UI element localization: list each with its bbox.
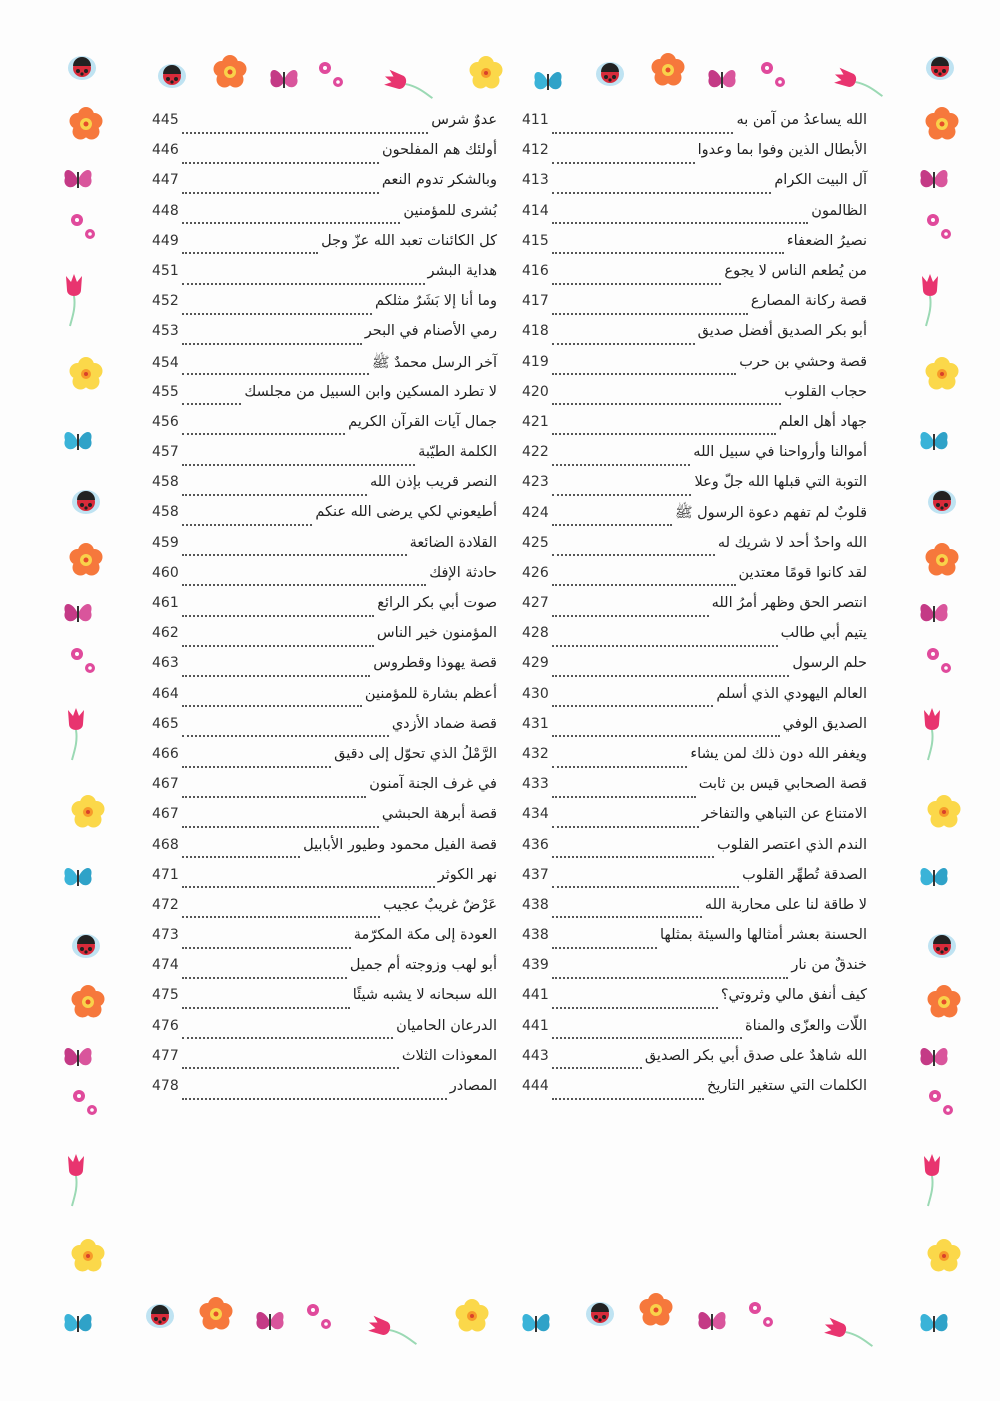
dot-leader bbox=[552, 131, 734, 134]
toc-entry-title: قصة أبرهة الحبشي bbox=[381, 806, 497, 823]
toc-entry-title: بُشرى للمؤمنين bbox=[403, 202, 497, 219]
toc-entry-title: أعظم بشارة للمؤمنين bbox=[364, 685, 497, 702]
dot-leader bbox=[182, 1006, 350, 1009]
toc-entry-title: الحسنة بعشر أمثالها والسيئة بمثلها bbox=[659, 927, 867, 944]
toc-entry bbox=[152, 716, 497, 746]
toc-entry bbox=[152, 354, 497, 384]
toc-entry bbox=[522, 686, 867, 716]
dot-leader bbox=[552, 523, 672, 526]
toc-entry-title: قصة ركانة المصارع bbox=[750, 293, 867, 310]
dot-leader bbox=[552, 191, 772, 194]
toc-entry-page: 446 bbox=[152, 142, 179, 159]
dot-leader bbox=[552, 493, 692, 496]
dot-leader bbox=[182, 644, 374, 647]
toc-entry-title: أطيعوني لكي يرضى الله عنكم bbox=[315, 504, 497, 521]
dot-leader bbox=[552, 614, 709, 617]
toc-left-column bbox=[152, 112, 497, 1108]
toc-entry-page: 438 bbox=[522, 896, 549, 913]
toc-entry bbox=[522, 837, 867, 867]
dot-leader bbox=[182, 1097, 447, 1100]
dot-leader bbox=[182, 583, 427, 586]
dot-leader bbox=[552, 855, 714, 858]
dot-leader bbox=[182, 221, 401, 224]
toc-entry bbox=[522, 625, 867, 655]
toc-entry-title: الكلمة الطيّبة bbox=[418, 444, 497, 461]
dot-leader bbox=[552, 795, 696, 798]
toc-entry-page: 414 bbox=[522, 202, 549, 219]
dot-leader bbox=[552, 946, 657, 949]
toc-entry-title: القلادة الضائعة bbox=[409, 534, 497, 551]
toc-entry-title: قصة يهوذا وقطروس bbox=[373, 655, 497, 672]
toc-entry bbox=[152, 746, 497, 776]
toc-entry-title: عدوٌ شرس bbox=[431, 112, 497, 128]
toc-entry-page: 460 bbox=[152, 564, 179, 581]
toc-entry-page: 427 bbox=[522, 595, 549, 611]
toc-entry bbox=[522, 414, 867, 444]
toc-entry-page: 416 bbox=[522, 262, 549, 279]
toc-entry-page: 467 bbox=[152, 776, 179, 793]
toc-entry-title: عَرْضٌ غريبٌ عجيب bbox=[383, 896, 497, 913]
dot-leader bbox=[552, 976, 789, 979]
dot-leader bbox=[552, 1066, 642, 1069]
dot-leader bbox=[182, 704, 362, 707]
dot-leader bbox=[182, 523, 313, 526]
toc-entry-page: 458 bbox=[152, 474, 179, 491]
toc-entry-title: آخر الرسل محمدٌ ﷺ bbox=[371, 354, 497, 371]
toc-entry-page: 436 bbox=[522, 836, 549, 853]
toc-entry bbox=[152, 293, 497, 323]
dot-leader bbox=[552, 644, 778, 647]
toc-entry-page: 411 bbox=[522, 112, 549, 128]
dot-leader bbox=[182, 915, 380, 918]
toc-entry-page: 453 bbox=[152, 323, 179, 340]
toc-entry-page: 443 bbox=[522, 1047, 549, 1064]
toc-entry-page: 419 bbox=[522, 353, 549, 370]
toc-entry-title: الله يساعدُ من آمن به bbox=[736, 112, 867, 128]
toc-entry-title: الدرعان الحاميان bbox=[396, 1017, 497, 1034]
toc-entry-page: 421 bbox=[522, 413, 549, 430]
dot-leader bbox=[552, 734, 780, 737]
toc-entry-title: وبالشكر تدوم النعم bbox=[381, 172, 497, 189]
toc-entry bbox=[152, 867, 497, 897]
toc-entry bbox=[152, 172, 497, 202]
toc-entry-page: 471 bbox=[152, 866, 179, 883]
toc-entry-page: 425 bbox=[522, 534, 549, 551]
toc-entry bbox=[152, 444, 497, 474]
toc-entry-page: 412 bbox=[522, 142, 549, 159]
toc-entry-title: جهاد أهل العلم bbox=[778, 413, 867, 430]
toc-entry-title: كل الكائنات تعبد الله عزّ وجل bbox=[321, 232, 497, 249]
toc-entry bbox=[152, 203, 497, 233]
dot-leader bbox=[182, 553, 407, 556]
toc-entry bbox=[522, 927, 867, 957]
dot-leader bbox=[552, 463, 691, 466]
toc-entry-title: الرَّمْلُ الذي تحوّل إلى دقيق bbox=[334, 745, 497, 762]
toc-entry-page: 462 bbox=[152, 625, 179, 642]
toc-entry-page: 413 bbox=[522, 172, 549, 189]
dot-leader bbox=[182, 1036, 393, 1039]
dot-leader bbox=[552, 553, 715, 556]
toc-entry-title: الأبطال الذين وفوا بما وعدوا bbox=[697, 142, 867, 159]
toc-entry-page: 478 bbox=[152, 1078, 179, 1094]
toc-entry-title: الكلمات التي ستغير التاريخ bbox=[707, 1078, 867, 1094]
dot-leader bbox=[182, 131, 429, 134]
dot-leader bbox=[552, 221, 809, 224]
toc-entry-title: آل البيت الكرام bbox=[774, 172, 867, 189]
toc-entry-title: الامتناع عن التباهي والتفاخر bbox=[701, 806, 867, 823]
toc-entry bbox=[522, 203, 867, 233]
toc-entry bbox=[522, 1048, 867, 1078]
dot-leader bbox=[182, 976, 347, 979]
toc-entry-title: أموالنا وأرواحنا في سبيل الله bbox=[693, 444, 867, 461]
toc-entry-title: لقد كانوا قومًا معتدين bbox=[738, 564, 867, 581]
toc-entry bbox=[152, 1018, 497, 1048]
toc-right-column bbox=[522, 112, 867, 1108]
toc-entry bbox=[522, 142, 867, 172]
toc-entry bbox=[152, 625, 497, 655]
toc-entry bbox=[152, 776, 497, 806]
toc-entry bbox=[522, 474, 867, 504]
toc-entry-page: 434 bbox=[522, 806, 549, 823]
toc-entry-page: 418 bbox=[522, 323, 549, 340]
toc-entry-page: 445 bbox=[152, 112, 179, 128]
toc-entry bbox=[152, 263, 497, 293]
toc-entry-page: 448 bbox=[152, 202, 179, 219]
toc-entry-title: انتصر الحق وظهر أمرُ الله bbox=[711, 595, 867, 611]
toc-entry bbox=[152, 414, 497, 444]
toc-entry bbox=[152, 112, 497, 142]
toc-entry-title: أبو بكر الصديق أفضل صديق bbox=[697, 323, 867, 340]
toc-entry-title: الصديق الوفي bbox=[782, 715, 867, 732]
toc-entry bbox=[152, 1078, 497, 1108]
dot-leader bbox=[552, 342, 695, 345]
toc-entry-page: 464 bbox=[152, 685, 179, 702]
toc-entry-title: وما أنا إلا بَشَرٌ مثلكم bbox=[375, 293, 497, 310]
dot-leader bbox=[182, 402, 242, 405]
dot-leader bbox=[552, 915, 702, 918]
dot-leader bbox=[182, 312, 372, 315]
toc-entry-page: 422 bbox=[522, 444, 549, 461]
toc-entry-page: 465 bbox=[152, 715, 179, 732]
toc-entry-title: النصر قريب بإذن الله bbox=[369, 474, 497, 491]
toc-entry-title: هداية البشر bbox=[427, 262, 497, 279]
toc-entry-page: 458 bbox=[152, 504, 179, 521]
toc-entry-title: لا طاقة لنا على محاربة الله bbox=[704, 896, 867, 913]
dot-leader bbox=[552, 674, 790, 677]
toc-entry-title: قصة الفيل محمود وطيور الأبابيل bbox=[303, 836, 497, 853]
toc-entry bbox=[522, 172, 867, 202]
toc-entry bbox=[152, 837, 497, 867]
dot-leader bbox=[552, 282, 722, 285]
toc-entry bbox=[152, 1048, 497, 1078]
toc-entry-page: 473 bbox=[152, 927, 179, 944]
toc-entry-title: في غرف الجنة آمنون bbox=[369, 776, 497, 793]
toc-entry bbox=[522, 595, 867, 625]
dot-leader bbox=[552, 312, 748, 315]
toc-entry bbox=[522, 112, 867, 142]
toc-entry-title: قصة ضماد الأزدي bbox=[391, 715, 497, 732]
toc-entry-page: 459 bbox=[152, 534, 179, 551]
dot-leader bbox=[182, 342, 362, 345]
toc-entry-page: 451 bbox=[152, 262, 179, 279]
toc-entry bbox=[522, 957, 867, 987]
dot-leader bbox=[182, 765, 331, 768]
toc-entry bbox=[522, 987, 867, 1017]
dot-leader bbox=[552, 825, 699, 828]
toc-entry bbox=[522, 655, 867, 685]
toc-entry-page: 452 bbox=[152, 293, 179, 310]
toc-entry-title: قصة الصحابي قيس بن ثابت bbox=[698, 776, 867, 793]
toc-entry bbox=[522, 1018, 867, 1048]
toc-entry-page: 420 bbox=[522, 383, 549, 400]
toc-entry-page: 441 bbox=[522, 987, 549, 1004]
toc-entry bbox=[152, 897, 497, 927]
dot-leader bbox=[182, 795, 367, 798]
toc-entry bbox=[152, 535, 497, 565]
toc-entry bbox=[152, 987, 497, 1017]
toc-entry-title: أبو لهب وزوجته أم جميل bbox=[349, 957, 497, 974]
toc-entry-page: 438 bbox=[522, 927, 549, 944]
toc-entry-title: لا تطرد المسكين وابن السبيل من مجلسك bbox=[244, 383, 497, 400]
toc-entry-page: 423 bbox=[522, 474, 549, 491]
toc-entry-title: صوت أبي بكر الرائع bbox=[377, 595, 497, 611]
toc-entry bbox=[152, 565, 497, 595]
toc-entry-page: 441 bbox=[522, 1017, 549, 1034]
toc-entry-page: 426 bbox=[522, 564, 549, 581]
toc-entry bbox=[152, 384, 497, 414]
toc-entry bbox=[152, 957, 497, 987]
toc-entry-page: 467 bbox=[152, 806, 179, 823]
dot-leader bbox=[182, 372, 369, 375]
dot-leader bbox=[182, 734, 389, 737]
toc-entry-title: الله واحدٌ أحد لا شريك له bbox=[717, 534, 867, 551]
dot-leader bbox=[182, 885, 435, 888]
toc-entry-page: 474 bbox=[152, 957, 179, 974]
dot-leader bbox=[552, 885, 739, 888]
toc-entry-title: جمال آيات القرآن الكريم bbox=[348, 413, 497, 430]
toc-entry-page: 456 bbox=[152, 413, 179, 430]
toc-entry-page: 461 bbox=[152, 595, 179, 611]
toc-entry-page: 444 bbox=[522, 1078, 549, 1094]
dot-leader bbox=[182, 825, 379, 828]
toc-entry-title: حلم الرسول bbox=[792, 655, 867, 672]
toc-entry bbox=[152, 595, 497, 625]
toc-entry bbox=[152, 474, 497, 504]
toc-entry-page: 437 bbox=[522, 866, 549, 883]
toc-entry-page: 415 bbox=[522, 232, 549, 249]
toc-entry-title: التوبة التي قبلها الله جلّ وعلا bbox=[694, 474, 867, 491]
dot-leader bbox=[552, 704, 714, 707]
toc-entry bbox=[152, 504, 497, 534]
dot-leader bbox=[182, 161, 379, 164]
dot-leader bbox=[182, 463, 415, 466]
dot-leader bbox=[182, 614, 375, 617]
toc-entry bbox=[522, 1078, 867, 1108]
dot-leader bbox=[182, 432, 345, 435]
toc-entry-page: 428 bbox=[522, 625, 549, 642]
toc-entry-title: نصيرُ الضعفاء bbox=[786, 232, 867, 249]
toc-entry-title: العالم اليهودي الذي أسلم bbox=[716, 685, 867, 702]
toc-entry-page: 455 bbox=[152, 383, 179, 400]
toc-entry-title: الصدقة تُطهِّر القلوب bbox=[742, 866, 867, 883]
dot-leader bbox=[552, 402, 782, 405]
toc-entry-page: 433 bbox=[522, 776, 549, 793]
toc-entry-page: 430 bbox=[522, 685, 549, 702]
dot-leader bbox=[552, 251, 784, 254]
toc-entry bbox=[522, 565, 867, 595]
toc-entry-title: أولئك هم المفلحون bbox=[381, 142, 497, 159]
toc-entry-page: 454 bbox=[152, 354, 179, 371]
toc-entry-title: حجاب القلوب bbox=[784, 383, 867, 400]
dot-leader bbox=[552, 1097, 704, 1100]
toc-entry-title: من يُطعم الناس لا يجوع bbox=[724, 262, 867, 279]
toc-entry bbox=[522, 444, 867, 474]
toc-entry-page: 447 bbox=[152, 172, 179, 189]
toc-entry-page: 457 bbox=[152, 444, 179, 461]
toc-entry-title: الله شاهدٌ على صدق أبي بكر الصديق bbox=[644, 1047, 867, 1064]
toc-entry bbox=[152, 655, 497, 685]
toc-entry bbox=[522, 716, 867, 746]
toc-entry-page: 466 bbox=[152, 745, 179, 762]
toc-entry-title: المؤمنون خير الناس bbox=[376, 625, 497, 642]
toc-entry bbox=[152, 323, 497, 353]
dot-leader bbox=[182, 251, 318, 254]
toc-entry-title: الظالمون bbox=[811, 202, 867, 219]
toc-entry-page: 476 bbox=[152, 1017, 179, 1034]
toc-entry bbox=[522, 293, 867, 323]
toc-entry-page: 424 bbox=[522, 505, 549, 522]
toc-entry-title: ويغفر الله دون ذلك لمن يشاء bbox=[690, 745, 867, 762]
toc-entry-page: 463 bbox=[152, 655, 179, 672]
toc-entry-title: خندقٌ من نار bbox=[791, 957, 867, 974]
dot-leader bbox=[552, 765, 688, 768]
dot-leader bbox=[182, 674, 371, 677]
dot-leader bbox=[182, 282, 425, 285]
toc-entry-title: رمي الأصنام في البحر bbox=[364, 323, 497, 340]
dot-leader bbox=[552, 583, 736, 586]
toc-entry-page: 432 bbox=[522, 745, 549, 762]
dot-leader bbox=[552, 372, 736, 375]
toc-entry-title: العودة إلى مكة المكرّمة bbox=[353, 927, 497, 944]
toc-entry bbox=[152, 806, 497, 836]
toc-entry-title: حادثة الإفك bbox=[429, 564, 497, 581]
toc-entry-title: الندم الذي اعتصر القلوب bbox=[717, 836, 867, 853]
toc-entry bbox=[522, 323, 867, 353]
toc-entry-title: اللّات والعزّى والمناة bbox=[745, 1017, 867, 1034]
toc-entry bbox=[152, 233, 497, 263]
toc-entry bbox=[522, 504, 867, 534]
toc-entry bbox=[522, 263, 867, 293]
toc-entry bbox=[522, 776, 867, 806]
toc-entry-title: قصة وحشي بن حرب bbox=[739, 353, 867, 370]
toc-entry-title: يتيم أبي طالب bbox=[780, 625, 867, 642]
dot-leader bbox=[552, 1036, 742, 1039]
toc-entry-title: كيف أنفق مالي وثروتي؟ bbox=[720, 987, 867, 1004]
toc-entry-page: 431 bbox=[522, 715, 549, 732]
toc-entry bbox=[522, 354, 867, 384]
toc-entry-page: 475 bbox=[152, 987, 179, 1004]
dot-leader bbox=[182, 855, 300, 858]
toc-entry bbox=[152, 927, 497, 957]
toc-entry bbox=[522, 384, 867, 414]
toc-entry-page: 429 bbox=[522, 655, 549, 672]
toc-entry-page: 477 bbox=[152, 1047, 179, 1064]
toc-entry-page: 439 bbox=[522, 957, 549, 974]
toc-entry bbox=[152, 142, 497, 172]
toc-entry-title: الله سبحانه لا يشبه شيئًا bbox=[352, 987, 497, 1004]
dot-leader bbox=[552, 1006, 718, 1009]
toc-entry-page: 472 bbox=[152, 896, 179, 913]
toc-entry bbox=[522, 806, 867, 836]
toc-entry bbox=[522, 233, 867, 263]
dot-leader bbox=[552, 432, 776, 435]
dot-leader bbox=[182, 946, 351, 949]
toc-entry bbox=[152, 686, 497, 716]
dot-leader bbox=[182, 1066, 399, 1069]
toc-entry-page: 417 bbox=[522, 293, 549, 310]
dot-leader bbox=[552, 161, 695, 164]
dot-leader bbox=[182, 493, 367, 496]
toc-entry-title: قلوبٌ لم تفهم دعوة الرسول ﷺ bbox=[674, 505, 867, 522]
toc-entry-page: 449 bbox=[152, 232, 179, 249]
toc-entry bbox=[522, 897, 867, 927]
toc-entry-title: المصادر bbox=[449, 1078, 497, 1094]
toc-entry-page: 468 bbox=[152, 836, 179, 853]
toc-entry-title: نهر الكوثر bbox=[437, 866, 497, 883]
toc-entry bbox=[522, 535, 867, 565]
toc-entry bbox=[522, 867, 867, 897]
toc-entry bbox=[522, 746, 867, 776]
toc-entry-title: المعوذات الثلاث bbox=[401, 1047, 497, 1064]
dot-leader bbox=[182, 191, 379, 194]
